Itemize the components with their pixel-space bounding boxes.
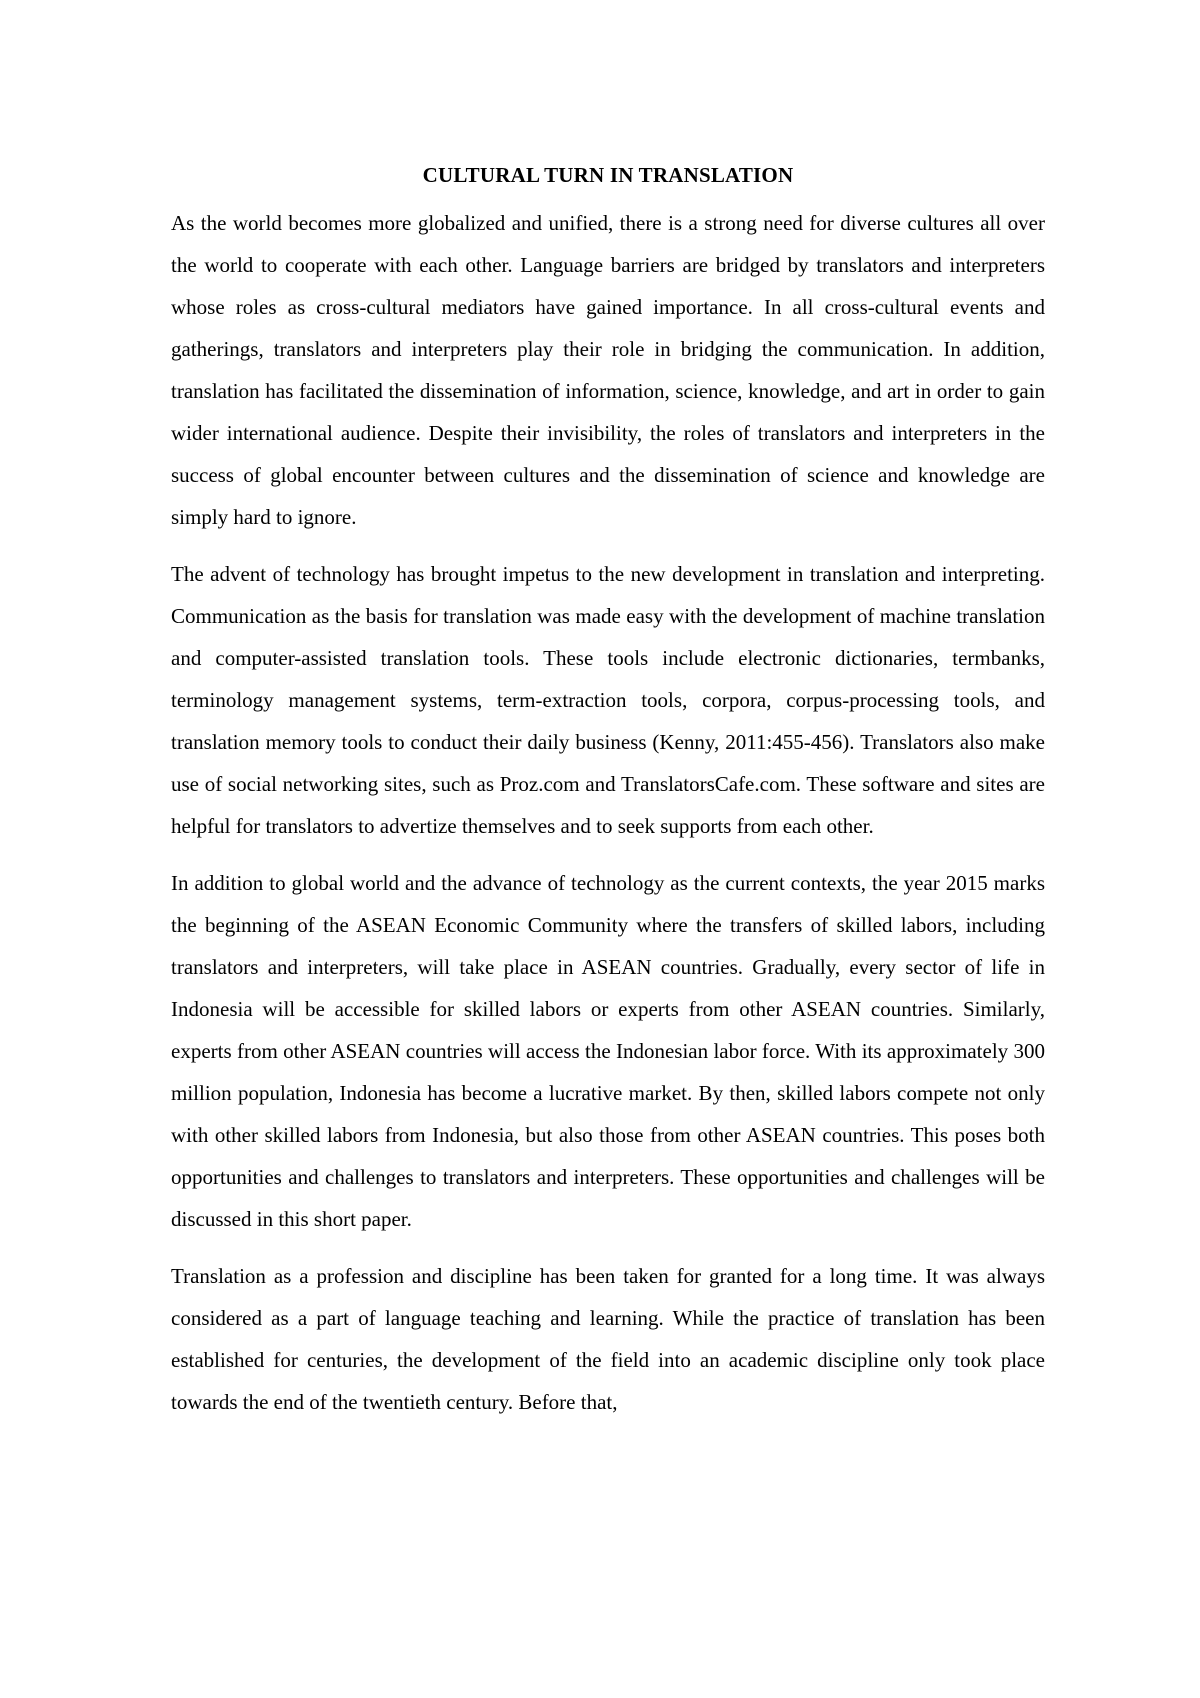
paragraph-globalization: As the world becomes more globalized and unified, there is a strong need for diverse cultures all over the world to cooperate with each other. Language barriers are bridged by translators and interpreters whose roles as cross-cultural mediators have gained importance. In all cross-cultural events and gatherings, translators and interpreters play their role in bridging the communication. In addition, translation has facilitated the dissemination of information, science, knowledge, and art in order to gain wider international audience. Despite their invisibility, the roles of translators and interpreters in the success of global encounter between cultures and the dissemination of science and knowledge are simply hard to ignore.: [171, 211, 1045, 529]
paragraph-asean: In addition to global world and the advance of technology as the current contexts, the year 2015 marks the beginning of the ASEAN Economic Community where the transfers of skilled labors, including translators and interpreters, will take place in ASEAN countries. Gradually, every sector of life in Indonesia will be accessible for skilled labors or experts from other ASEAN countries. Similarly, experts from other ASEAN countries will access the Indonesian labor force. With its approximately 300 million population, Indonesia has become a lucrative market. By then, skilled labors compete not only with other skilled labors from Indonesia, but also those from other ASEAN countries. This poses both opportunities and challenges to translators and interpreters. These opportunities and challenges will be discussed in this short paper.: [171, 871, 1045, 1231]
document-body: [171, 154, 1045, 1438]
paragraph-technology: The advent of technology has brought impetus to the new development in translation and interpreting. Communication as the basis for translation was made easy with the development of machine translation and computer-assisted translation tools. These tools include electronic dictionaries, termbanks, terminology management systems, term-extraction tools, corpora, corpus-processing tools, and translation memory tools to conduct their daily business (Kenny, 2011:455-456). Translators also make use of social networking sites, such as Proz.com and TranslatorsCafe.com. These software and sites are helpful for translators to advertize themselves and to seek supports from each other.: [171, 562, 1045, 838]
document-title: CULTURAL TURN IN TRANSLATION: [422, 163, 794, 187]
paragraph-discipline: Translation as a profession and discipline has been taken for granted for a long time. It was always considered as a part of language teaching and learning. While the practice of translation has been established for centuries, the development of the field into an academic discipline only took place towards the end of the twentieth century. Before that,: [171, 1264, 1045, 1414]
